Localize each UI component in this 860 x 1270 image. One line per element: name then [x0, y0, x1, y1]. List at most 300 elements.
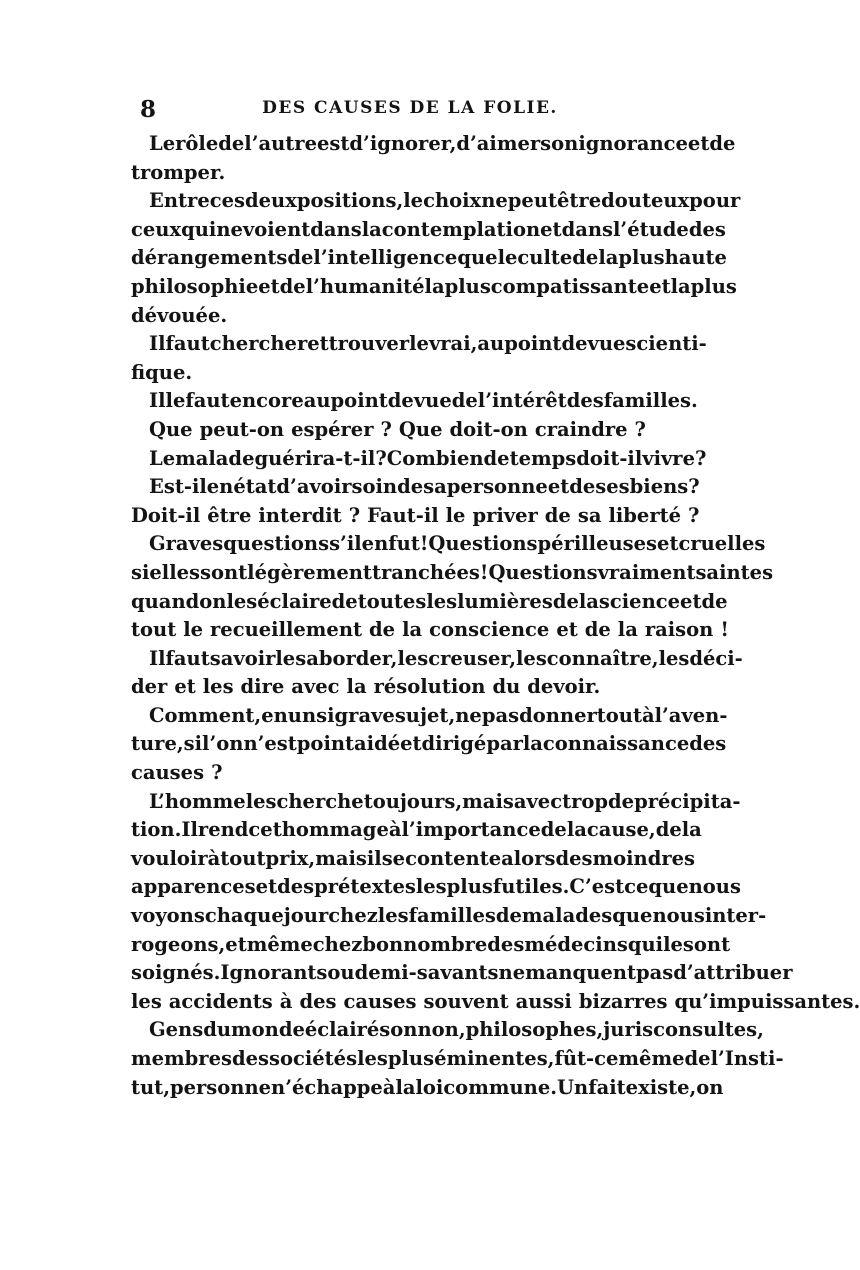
- word: connaître,: [546, 646, 659, 670]
- word: loi: [415, 1075, 444, 1099]
- word: à: [279, 989, 293, 1013]
- word: ?: [688, 503, 700, 527]
- word: et: [687, 132, 710, 155]
- word: de: [569, 475, 596, 499]
- word: la: [402, 618, 423, 642]
- word: tion.: [131, 818, 182, 842]
- word: qui: [627, 932, 664, 956]
- word: de: [655, 818, 682, 842]
- word: s’il: [329, 532, 362, 556]
- word: l’autre: [244, 132, 317, 155]
- word: bizarres: [578, 989, 668, 1013]
- word: des: [689, 732, 727, 756]
- word: sa: [577, 503, 602, 527]
- word: raison: [644, 618, 714, 642]
- word: biens: [629, 475, 689, 499]
- word: Entre: [149, 189, 210, 213]
- word: d’ignorer,: [349, 132, 457, 155]
- word: point: [296, 732, 355, 756]
- word: futiles.: [492, 875, 570, 899]
- word: la: [598, 246, 619, 270]
- word: Ignorants: [220, 961, 328, 985]
- word: le: [497, 246, 518, 270]
- word: dire: [240, 675, 285, 699]
- word: toujours,: [363, 789, 463, 813]
- word: C’est: [569, 875, 625, 899]
- word: Doit-il: [131, 503, 201, 527]
- word: ?: [634, 417, 646, 441]
- word: point: [504, 332, 562, 356]
- word: dans: [561, 217, 613, 241]
- word: Que: [398, 417, 443, 441]
- word: éminentes,: [434, 1047, 555, 1070]
- text-line: [131, 788, 741, 817]
- word: les: [663, 932, 694, 956]
- text-line: [131, 1074, 724, 1103]
- word: n’est: [243, 732, 297, 756]
- word: de: [451, 389, 478, 413]
- word: pas: [481, 703, 520, 727]
- word: membres: [131, 1047, 232, 1070]
- word: rôle: [175, 132, 219, 155]
- page-number: 8: [140, 96, 157, 123]
- word: Il: [149, 389, 166, 413]
- word: des: [566, 389, 604, 413]
- word: son: [540, 132, 579, 155]
- word: cherche: [276, 789, 364, 813]
- word: Questions: [488, 560, 598, 584]
- word: Graves: [149, 532, 224, 556]
- word: mais: [315, 846, 367, 870]
- word: apparences: [131, 875, 256, 899]
- word: la: [681, 818, 702, 842]
- word: vraiment: [597, 560, 696, 584]
- word: nous: [652, 904, 705, 928]
- text-line: [131, 244, 727, 273]
- word: l’importance: [401, 818, 541, 842]
- word: que: [457, 246, 498, 270]
- word: si: [316, 703, 335, 727]
- word: !: [720, 618, 729, 642]
- word: l’étude: [613, 217, 689, 241]
- word: devoir.: [527, 675, 601, 699]
- word: toutes: [357, 589, 427, 613]
- word: faut: [165, 646, 210, 670]
- word: et: [657, 532, 679, 556]
- word: la: [522, 732, 543, 756]
- word: questions: [223, 532, 330, 556]
- text-line: [131, 416, 673, 445]
- word: fût-ce: [554, 1047, 619, 1070]
- word: demi-savants: [354, 961, 499, 985]
- word: recueillement: [210, 618, 363, 642]
- text-line: [131, 1045, 784, 1074]
- word: l’humanité: [305, 274, 425, 298]
- word: et: [556, 618, 578, 642]
- text-line: [131, 759, 673, 788]
- word: grave: [334, 703, 395, 727]
- word: du: [203, 1018, 232, 1042]
- word: !: [419, 532, 429, 556]
- word: Est-il: [149, 475, 207, 499]
- word: des: [231, 1047, 269, 1070]
- word: et: [258, 274, 280, 298]
- word: science: [598, 589, 681, 613]
- word: connaissance: [542, 732, 690, 756]
- word: peut: [507, 189, 558, 213]
- word: soignés.: [131, 961, 221, 985]
- word: et: [680, 589, 702, 613]
- word: moindres: [592, 846, 696, 870]
- word: si: [131, 560, 150, 584]
- word: précipita-: [634, 789, 741, 813]
- word: le: [183, 618, 204, 642]
- word: causes: [131, 761, 205, 785]
- word: sa: [423, 475, 447, 499]
- word: nombre: [403, 932, 488, 956]
- page-header: [140, 96, 680, 126]
- text-line: [131, 559, 774, 588]
- word: ne: [216, 217, 243, 241]
- word: la: [346, 675, 367, 699]
- word: tout: [131, 618, 177, 642]
- word: si: [183, 732, 203, 756]
- word: monde: [231, 1018, 305, 1042]
- word: l’on: [202, 732, 244, 756]
- word: et: [547, 475, 570, 499]
- word: l’Insti-: [710, 1047, 784, 1070]
- text-line: [131, 530, 766, 559]
- word: ces: [209, 189, 245, 213]
- word: Un: [557, 1075, 589, 1099]
- text-line: [131, 673, 673, 702]
- word: de: [387, 389, 414, 413]
- word: Faut-il: [367, 503, 439, 527]
- word: Comment,: [149, 703, 262, 727]
- word: plus: [444, 274, 491, 298]
- running-head: DES CAUSES DE LA FOLIE.: [262, 98, 558, 118]
- word: résolution: [373, 675, 486, 699]
- word: L’homme: [149, 789, 246, 813]
- word: le: [403, 189, 424, 213]
- word: jour: [283, 904, 329, 928]
- word: quand: [131, 589, 200, 613]
- word: culte: [517, 246, 573, 270]
- word: éclairés: [304, 1018, 391, 1042]
- text-line: [131, 816, 702, 845]
- word: ture,: [131, 732, 184, 756]
- word: état: [233, 475, 277, 499]
- word: Que: [149, 417, 193, 441]
- word: se: [381, 846, 406, 870]
- word: d’attribuer: [673, 961, 793, 985]
- word: des: [487, 932, 525, 956]
- word: soin: [351, 475, 398, 499]
- word: ?: [688, 475, 700, 499]
- word: à: [388, 818, 402, 842]
- word: de: [544, 503, 571, 527]
- word: dérangements: [131, 246, 288, 270]
- word: causes: [343, 989, 417, 1013]
- word: familles: [408, 904, 496, 928]
- word: temps: [509, 446, 577, 470]
- word: en: [361, 532, 389, 556]
- word: l’aven-: [654, 703, 728, 727]
- word: cause,: [586, 818, 656, 842]
- word: der: [131, 675, 168, 699]
- word: malades: [521, 904, 613, 928]
- word: aidé: [354, 732, 401, 756]
- word: cet: [248, 818, 282, 842]
- word: alors: [501, 846, 556, 870]
- word: ignorance: [578, 132, 688, 155]
- word: périlleuses: [537, 532, 658, 556]
- word: des: [299, 989, 337, 1013]
- word: de: [397, 475, 424, 499]
- word: les: [377, 904, 409, 928]
- word: ?: [694, 446, 707, 470]
- word: la: [424, 274, 445, 298]
- word: et: [255, 875, 278, 899]
- word: éclaire: [257, 589, 332, 613]
- word: pour: [689, 189, 741, 213]
- word: avec: [513, 789, 563, 813]
- word: de: [584, 618, 611, 642]
- word: encore: [229, 389, 304, 413]
- word: médecins: [524, 932, 628, 956]
- text-line: [131, 959, 793, 988]
- word: ?: [380, 417, 392, 441]
- word: plus: [618, 246, 665, 270]
- word: de: [709, 132, 736, 155]
- word: tout: [220, 846, 266, 870]
- word: tout: [596, 703, 642, 727]
- word: il: [366, 846, 382, 870]
- word: contente: [405, 846, 502, 870]
- word: aborder,: [306, 646, 398, 670]
- word: ?: [348, 503, 361, 527]
- word: légèrement: [247, 560, 372, 584]
- word: vue: [587, 332, 626, 356]
- word: de: [495, 904, 522, 928]
- word: existe,: [625, 1075, 697, 1099]
- word: faut: [165, 332, 210, 356]
- word: de: [684, 1047, 711, 1070]
- body-text: [131, 130, 860, 1102]
- word: commune.: [443, 1075, 558, 1099]
- word: creuser,: [428, 646, 516, 670]
- text-line: [131, 988, 860, 1017]
- word: non,: [417, 1018, 466, 1042]
- word: de: [552, 589, 579, 613]
- word: les: [245, 789, 277, 813]
- text-line: [131, 330, 707, 359]
- text-line: [131, 187, 741, 216]
- word: ne: [455, 703, 482, 727]
- word: la: [395, 1075, 416, 1099]
- word: les: [202, 675, 234, 699]
- word: les: [226, 589, 258, 613]
- word: de: [218, 132, 245, 155]
- word: être: [557, 189, 602, 213]
- word: de: [331, 589, 358, 613]
- text-line: [131, 273, 737, 302]
- word: sont: [200, 560, 248, 584]
- word: même: [618, 1047, 685, 1070]
- word: ses: [595, 475, 630, 499]
- word: aussi: [515, 989, 572, 1013]
- text-line: [131, 931, 731, 960]
- word: familles.: [603, 389, 698, 413]
- text-line: [131, 902, 767, 931]
- word: malade: [175, 446, 255, 470]
- word: voient: [242, 217, 311, 241]
- word: de: [608, 789, 635, 813]
- word: Gens: [149, 1018, 204, 1042]
- word: peut-on: [199, 417, 285, 441]
- word: rogeons,: [131, 932, 226, 956]
- text-line: [131, 216, 726, 245]
- text-line: [131, 302, 673, 331]
- word: ou: [327, 961, 355, 985]
- word: Il: [181, 818, 198, 842]
- word: et: [174, 675, 196, 699]
- word: Il: [149, 646, 166, 670]
- word: chez: [312, 932, 363, 956]
- word: fique.: [131, 360, 193, 384]
- word: dirigé: [421, 732, 487, 756]
- word: voyons: [131, 904, 205, 928]
- word: ?: [211, 761, 223, 785]
- word: de: [483, 446, 510, 470]
- word: des: [277, 875, 315, 899]
- word: contemplation: [381, 217, 541, 241]
- word: la: [566, 818, 587, 842]
- word: philosophes,: [465, 1018, 604, 1042]
- word: Le: [149, 446, 176, 470]
- word: de: [572, 246, 599, 270]
- word: au: [303, 389, 331, 413]
- word: les: [275, 646, 307, 670]
- word: de: [369, 618, 396, 642]
- word: et: [649, 274, 671, 298]
- word: deux: [245, 189, 297, 213]
- word: elles: [149, 560, 200, 584]
- word: et: [307, 332, 329, 356]
- word: inter-: [704, 904, 767, 928]
- word: scienti-: [625, 332, 707, 356]
- word: l’intelligence: [313, 246, 458, 270]
- word: de: [701, 589, 728, 613]
- word: personne: [169, 1075, 272, 1099]
- word: saintes: [695, 560, 774, 584]
- word: d’avoir: [276, 475, 352, 499]
- word: vrai,: [428, 332, 478, 356]
- word: donner: [519, 703, 597, 727]
- word: de: [540, 818, 567, 842]
- word: sujet,: [394, 703, 456, 727]
- word: même: [246, 932, 313, 956]
- text-line: [131, 873, 741, 902]
- word: de: [287, 246, 314, 270]
- word: que: [612, 904, 653, 928]
- word: trouver: [328, 332, 410, 356]
- word: ?: [375, 446, 387, 470]
- text-line: [131, 473, 700, 502]
- word: dévouée.: [131, 303, 228, 327]
- word: plus: [690, 274, 737, 298]
- word: les: [516, 646, 547, 670]
- word: Combien: [386, 446, 484, 470]
- word: au: [477, 332, 505, 356]
- word: ce: [624, 875, 649, 899]
- word: chercher: [209, 332, 308, 356]
- word: la: [578, 589, 599, 613]
- word: fait: [588, 1075, 626, 1099]
- word: doit-on: [449, 417, 528, 441]
- word: du: [492, 675, 521, 699]
- word: un: [287, 703, 317, 727]
- word: hommage: [281, 818, 389, 842]
- word: tranchées: [371, 560, 480, 584]
- word: espérer: [291, 417, 374, 441]
- word: interdit: [258, 503, 342, 527]
- text-line: [131, 387, 698, 416]
- word: et: [225, 932, 247, 956]
- word: personne: [446, 475, 548, 499]
- word: le: [165, 389, 186, 413]
- word: pas: [635, 961, 674, 985]
- word: le: [445, 503, 466, 527]
- word: cruelles: [678, 532, 766, 556]
- word: accidents: [168, 989, 273, 1013]
- word: plus: [387, 1047, 435, 1070]
- word: nous: [688, 875, 741, 899]
- text-line: [131, 130, 736, 159]
- word: la: [617, 618, 638, 642]
- word: manquent: [525, 961, 636, 985]
- word: on: [390, 1018, 418, 1042]
- word: mais: [462, 789, 514, 813]
- word: par: [486, 732, 523, 756]
- word: à: [382, 1075, 396, 1099]
- word: des: [688, 217, 726, 241]
- word: bon: [362, 932, 404, 956]
- word: qui: [181, 217, 217, 241]
- text-line: [131, 502, 700, 531]
- word: tromper.: [131, 160, 226, 184]
- word: sociétés: [269, 1047, 358, 1070]
- word: dans: [310, 217, 362, 241]
- word: ne: [498, 961, 526, 985]
- word: déci-: [689, 646, 743, 670]
- word: positions,: [296, 189, 404, 213]
- word: jurisconsultes,: [603, 1018, 764, 1042]
- word: on: [696, 1075, 724, 1099]
- word: savoir: [209, 646, 276, 670]
- word: est: [316, 132, 350, 155]
- word: vivre: [642, 446, 695, 470]
- word: priver: [472, 503, 538, 527]
- word: n’échappe: [271, 1075, 383, 1099]
- word: !: [479, 560, 489, 584]
- word: prétextes: [314, 875, 416, 899]
- word: Questions: [428, 532, 538, 556]
- word: en: [206, 475, 234, 499]
- word: rend: [197, 818, 249, 842]
- text-line: [131, 588, 728, 617]
- word: les: [357, 1047, 388, 1070]
